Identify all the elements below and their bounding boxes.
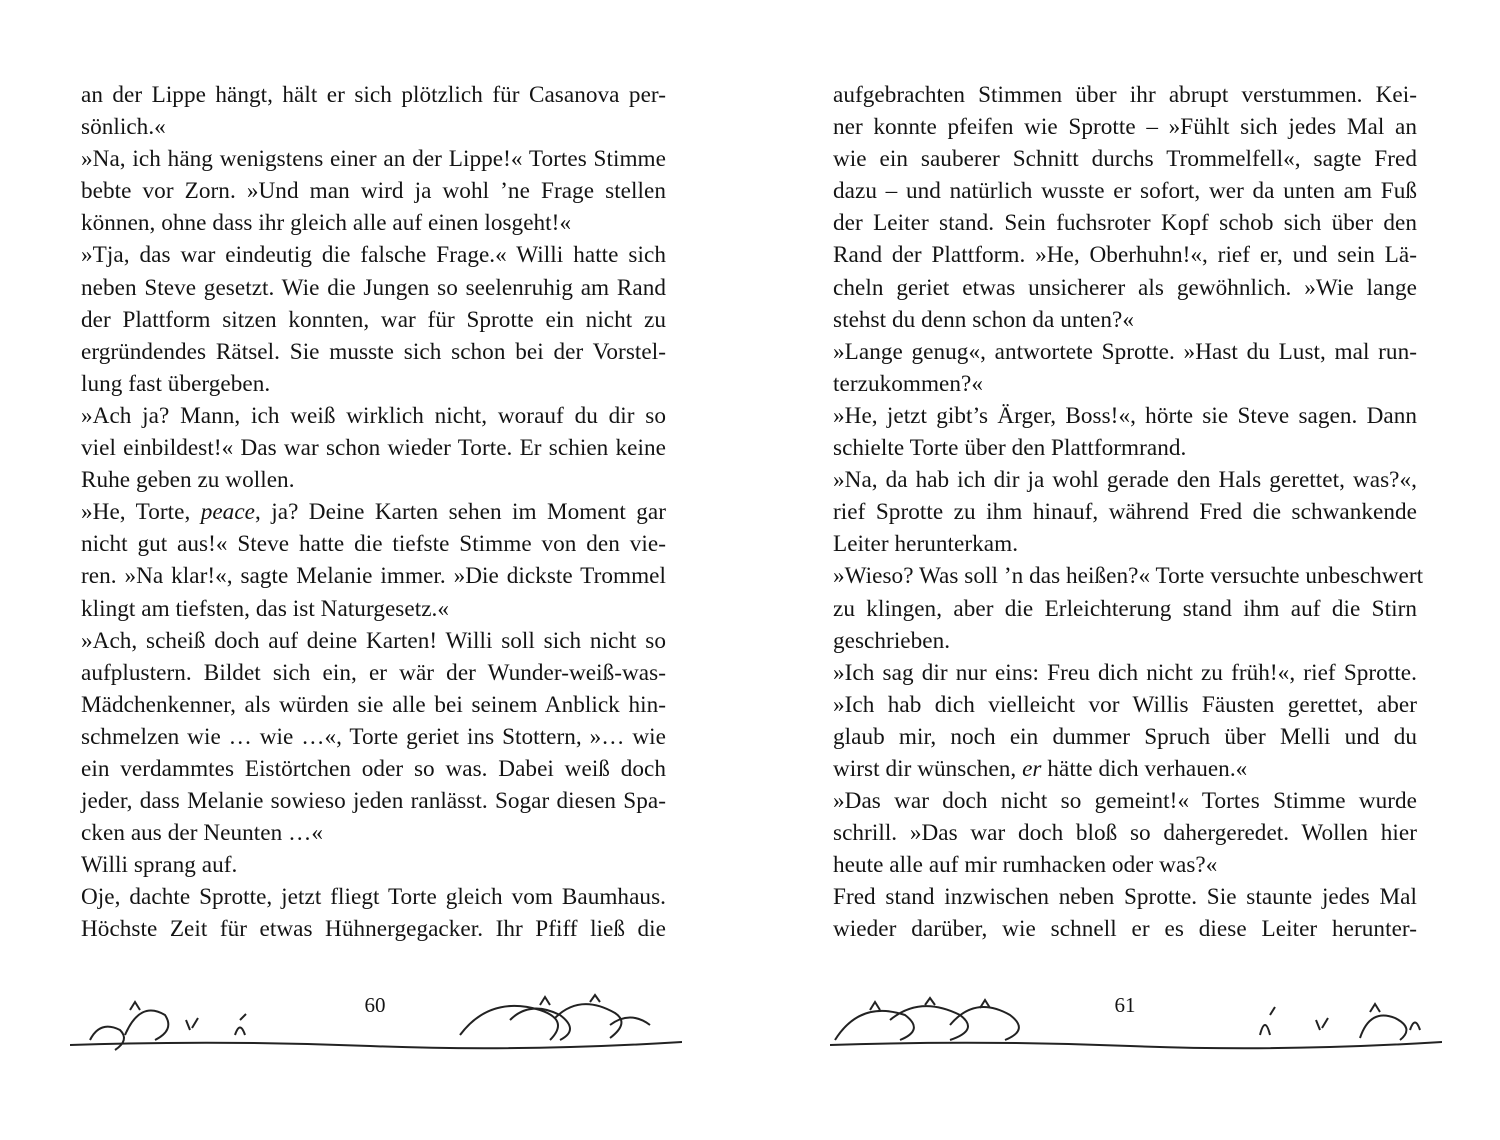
- right_page-line: terzukommen?«: [833, 370, 984, 397]
- left_page-line: der Plattform sitzen konnten, war für Sprotte ein nicht zu: [81, 306, 666, 333]
- left_page-line: an der Lippe hängt, hält er sich plötzlich für Casanova per-: [81, 82, 666, 108]
- right_page-line: heute alle auf mir rumhacken oder was?«: [833, 852, 1218, 879]
- emphasis: er: [1022, 755, 1042, 782]
- left_page-line: cken aus der Neunten …«: [81, 820, 323, 847]
- right_page-line: »Wieso? Was soll ’n das heißen?« Torte versuchte unbeschwert: [833, 563, 1424, 590]
- left_page-line: bebte vor Zorn. »Und man wird ja wohl ’ne Frage stellen: [81, 178, 666, 205]
- right_page-line: stehst du denn schon da unten?«: [833, 306, 1134, 333]
- page-number-right: 61: [1114, 993, 1136, 1017]
- right_page-line: wieder darüber, wie schnell er es diese Leiter herunter-: [833, 916, 1417, 943]
- right_page-line: schrill. »Das war doch bloß so dahergeredet. Wollen hier: [833, 820, 1417, 847]
- left_page-line: ren. »Na klar!«, sagte Melanie immer. »Die dickste Trommel: [81, 563, 666, 590]
- left_page-line: nicht gut aus!« Steve hatte die tiefste Stimme von den vie-: [81, 531, 666, 558]
- left_page-line: ergründendes Rätsel. Sie musste sich schon bei der Vorstel-: [81, 338, 666, 365]
- right_page-line: Rand der Plattform. »He, Oberhuhn!«, rief er, und sein Lä-: [833, 242, 1417, 269]
- right_page-line: Leiter herunterkam.: [833, 531, 1019, 558]
- chicken-border-right: [830, 990, 1442, 1060]
- left_page-line: aufplustern. Bildet sich ein, er wär der Wunder-weiß-was-: [81, 659, 666, 686]
- right_page-line: aufgebrachten Stimmen über ihr abrupt verstummen. Kei-: [833, 82, 1417, 108]
- left_page-line: lung fast übergeben.: [81, 370, 271, 397]
- right_page-line: rief Sprotte zu ihm hinauf, während Fred die schwankende: [833, 499, 1417, 526]
- left_page-line: klingt am tiefsten, das ist Naturgesetz.«: [81, 595, 450, 622]
- line-text: wirst dir wünschen,: [833, 755, 1023, 782]
- left_page-line: Ruhe geben zu wollen.: [81, 467, 295, 494]
- left_page-line: Höchste Zeit für etwas Hühnergegacker. Ihr Pfiff ließ die: [81, 916, 666, 943]
- right_page-line: dazu – und natürlich wusste er sofort, wer da unten am Fuß: [833, 178, 1417, 205]
- left_page-line: jeder, dass Melanie sowieso jeden ranlässt. Sogar diesen Spa-: [81, 788, 666, 815]
- right_page-line: wie ein sauberer Schnitt durchs Trommelfell«, sagte Fred: [833, 146, 1417, 173]
- right_page-line: »Na, da hab ich dir ja wohl gerade den Hals gerettet, was?«,: [833, 467, 1417, 494]
- right_page-line: Fred stand inzwischen neben Sprotte. Sie staunte jedes Mal: [833, 884, 1417, 911]
- left_page-line: »Ach ja? Mann, ich weiß wirklich nicht, worauf du dir so: [81, 402, 666, 429]
- left-page-text: [81, 79, 666, 946]
- right_page-line: »He, jetzt gibt’s Ärger, Boss!«, hörte sie Steve sagen. Dann: [833, 402, 1417, 429]
- left_page-line: viel einbildest!« Das war schon wieder Torte. Er schien keine: [81, 435, 666, 462]
- right-page-text: [833, 79, 1424, 946]
- line-text: glaub mir, noch ein dummer Spruch über Melli und du: [833, 723, 1417, 750]
- left_page-line: neben Steve gesetzt. Wie die Jungen so seelenruhig am Rand: [81, 274, 666, 301]
- right_page-line: »Lange genug«, antwortete Sprotte. »Hast du Lust, mal run-: [833, 338, 1417, 365]
- right_page-line: »Das war doch nicht so gemeint!« Tortes Stimme wurde: [833, 788, 1417, 815]
- emphasis: peace: [200, 499, 256, 526]
- left_page-line: Willi sprang auf.: [81, 852, 238, 879]
- right_page-line: [833, 753, 1417, 785]
- right_page-line: [833, 721, 1417, 753]
- chicken-border-left: [70, 990, 682, 1060]
- right_page-line: »Ich hab dich vielleicht vor Willis Fäusten gerettet, aber: [833, 691, 1417, 718]
- left_page-line: Oje, dachte Sprotte, jetzt fliegt Torte gleich vom Baumhaus.: [81, 884, 666, 911]
- right_page-line: »Ich sag dir nur eins: Freu dich nicht zu früh!«, rief Sprotte.: [833, 659, 1417, 686]
- line-text: »He, Torte,: [81, 499, 201, 526]
- right_page-line: geschrieben.: [833, 627, 951, 654]
- left_page-line: ein verdammtes Eistörtchen oder so was. Dabei weiß doch: [81, 755, 666, 782]
- left_page-line: schmelzen wie … wie …«, Torte geriet ins Stottern, »… wie: [81, 723, 666, 750]
- left_page-line: »Tja, das war eindeutig die falsche Frage.« Willi hatte sich: [81, 242, 666, 269]
- left_page-line: [81, 496, 666, 528]
- right_page-line: ner konnte pfeifen wie Sprotte – »Fühlt sich jedes Mal an: [833, 114, 1417, 141]
- left_page-line: sönlich.«: [81, 114, 166, 141]
- right_page-line: zu klingen, aber die Erleichterung stand ihm auf die Stirn: [833, 595, 1417, 622]
- page-number-left: 60: [364, 993, 386, 1017]
- left_page-line: können, ohne dass ihr gleich alle auf einen losgeht!«: [81, 210, 572, 237]
- right_page-line: cheln geriet etwas unsicherer als gewöhnlich. »Wie lange: [833, 274, 1417, 301]
- left_page-line: »Ach, scheiß doch auf deine Karten! Willi soll sich nicht so: [81, 627, 666, 654]
- right-page: [750, 0, 1500, 1140]
- left_page-line: »Na, ich häng wenigstens einer an der Lippe!« Tortes Stimme: [81, 146, 666, 173]
- line-text: , ja? Deine Karten sehen im Moment gar: [255, 499, 667, 526]
- line-text: hätte dich verhauen.«: [1041, 755, 1248, 782]
- right_page-line: der Leiter stand. Sein fuchsroter Kopf schob sich über den: [833, 210, 1417, 237]
- left_page-line: Mädchenkenner, als würden sie alle bei seinem Anblick hin-: [81, 691, 666, 718]
- right_page-line: schielte Torte über den Plattformrand.: [833, 435, 1187, 462]
